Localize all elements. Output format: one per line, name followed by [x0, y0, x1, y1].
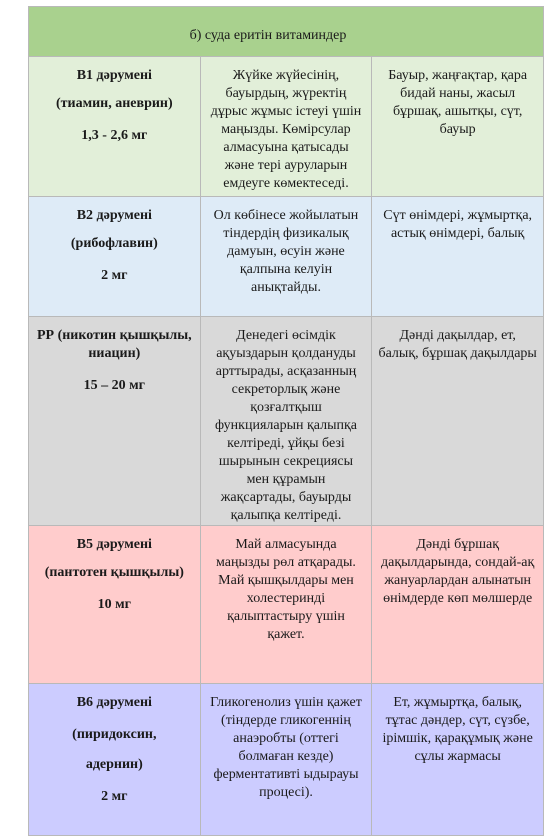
vitamin-description-cell	[200, 317, 372, 526]
table-row	[29, 526, 544, 684]
table-header-text: б) суда еритін витаминдер	[189, 27, 347, 43]
vitamin-name-cell	[29, 684, 201, 836]
vitamin-description: Май алмасуында маңызды рөл атқарады. Май қышқылдары мен холестеринді қалыптастыру үшін қажет.	[216, 537, 356, 642]
vitamin-name-cell	[29, 526, 201, 684]
vitamin-dose: 10 мг	[97, 597, 132, 612]
vitamin-dose: 2 мг	[101, 789, 128, 804]
vitamin-sources: Сүт өнімдері, жұмыртқа, астық өнімдері, балық	[383, 208, 533, 241]
table-row	[29, 317, 544, 526]
vitamin-sources: Дәнді бұршақ дақылдарында, сондай-ақ жануарлардан алынатын өнімдерде көп мөлшерде	[380, 537, 535, 606]
vitamin-name: В2 дәрумені	[76, 208, 152, 223]
vitamin-name-cell	[29, 57, 201, 197]
vitamin-description-cell	[200, 526, 372, 684]
table-row	[29, 57, 544, 197]
vitamin-description: Ол көбінесе жойылатын тіндердің физикалық дамуын, өсуін және қалпына келуін анықтайды.	[213, 208, 359, 295]
table-row	[29, 684, 544, 836]
vitamin-sources-cell	[372, 526, 544, 684]
vitamin-description: Гликогенолиз үшін қажет (тіндерде гликогеннің анаэробты (оттегі болмаған кезде) ферментативті ыдырауы процесі).	[210, 695, 362, 800]
vitamin-dose: 2 мг	[101, 268, 128, 283]
vitamin-sources-cell	[372, 57, 544, 197]
vitamins-table	[28, 6, 544, 836]
vitamin-sources: Ет, жұмыртқа, балық, тұтас дәндер, сүт, сүзбе, ірімшік, қарақұмық және сұлы жармасы	[382, 695, 533, 764]
vitamin-alt-name: (тиамин, аневрин)	[55, 96, 173, 111]
vitamin-name-cell	[29, 317, 201, 526]
vitamin-description-cell	[200, 57, 372, 197]
vitamin-sources: Бауыр, жаңғақтар, қара бидай наны, жасыл бұршақ, ашытқы, сүт, бауыр	[388, 68, 528, 137]
vitamin-sources-cell	[372, 317, 544, 526]
vitamin-description-cell	[200, 684, 372, 836]
table-row	[29, 197, 544, 317]
vitamin-name: В1 дәрумені	[76, 68, 152, 83]
vitamin-name: РР (никотин қышқылы, ниацин)	[36, 328, 192, 361]
vitamin-description: Денедегі өсімдік ақуыздарын қолдануды арттырады, асқазанның секреторлық және қозғалтқыш функцияларын қалыпқа келтіреді, ұйқы безі шырынын секрециясы мен құрамын жақсартады, бауырды қалыпқа келтіреді.	[214, 328, 358, 523]
vitamin-name: В5 дәрумені	[76, 537, 152, 552]
vitamin-sources-cell	[372, 197, 544, 317]
table-header	[29, 7, 544, 57]
vitamin-dose: 1,3 - 2,6 мг	[81, 128, 148, 143]
vitamin-sources-cell	[372, 684, 544, 836]
vitamin-name-cell	[29, 197, 201, 317]
vitamin-alt-name: (пиридоксин,	[72, 727, 157, 742]
vitamin-name: В6 дәрумені	[76, 695, 152, 710]
vitamin-description: Жүйке жүйесінің, бауырдың, жүректің дұрыс жұмыс істеуі үшін маңызды. Көмірсулар алмасуына қатысады және тері ауруларын емдеуге көмектеседі.	[210, 68, 362, 191]
vitamin-sources: Дәнді дақылдар, ет, балық, бұршақ дақылдары	[378, 328, 537, 361]
vitamin-alt-name: (рибофлавин)	[70, 236, 158, 251]
vitamin-alt-name: (пантотен қышқылы)	[44, 565, 184, 580]
vitamin-description-cell	[200, 197, 372, 317]
vitamin-alt-name-2: адернин)	[85, 757, 143, 772]
vitamin-dose: 15 – 20 мг	[83, 378, 146, 393]
